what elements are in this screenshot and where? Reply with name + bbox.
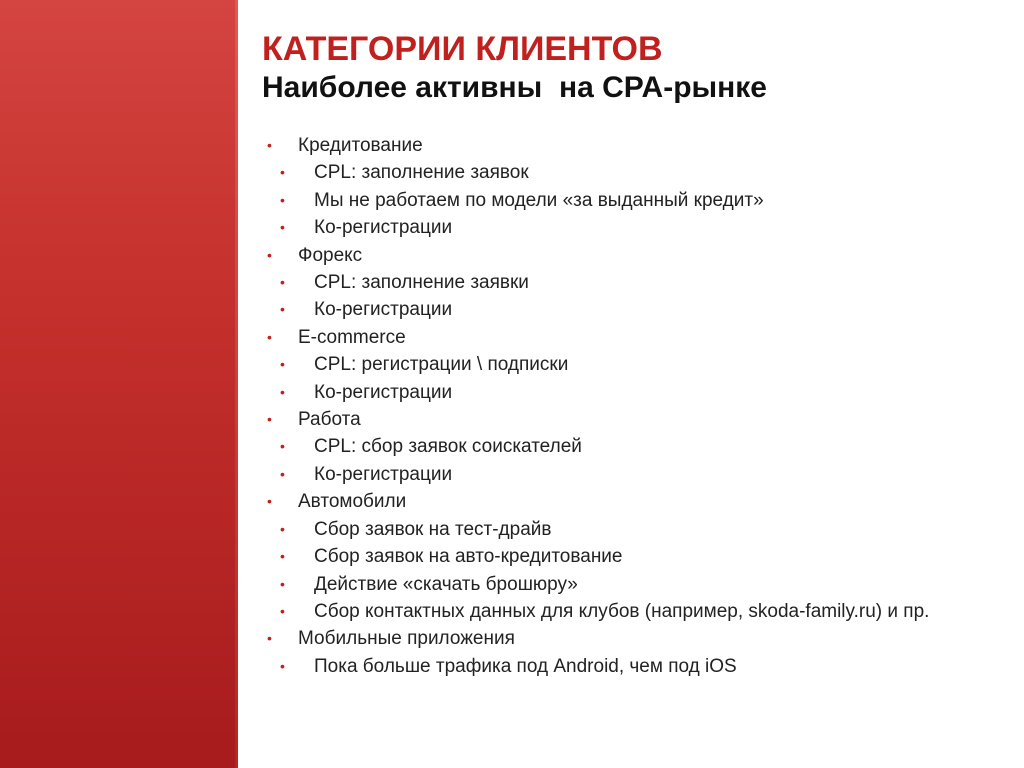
category-label: Работа bbox=[298, 409, 361, 431]
sub-item: • CPL: регистрации \ подписки bbox=[262, 351, 994, 378]
sub-item-list bbox=[262, 653, 994, 680]
category-label: Мобильные приложения bbox=[298, 628, 515, 650]
category-label: E-commerce bbox=[298, 326, 406, 348]
sub-item: • CPL: заполнение заявки bbox=[262, 269, 994, 296]
sub-item: • Ко-регистрации bbox=[262, 296, 994, 323]
category-item bbox=[262, 488, 994, 625]
category-label: Форекс bbox=[298, 244, 363, 266]
category-item bbox=[262, 625, 994, 680]
sub-item: • Ко-регистрации bbox=[262, 214, 994, 241]
sub-item: • Ко-регистрации bbox=[262, 461, 994, 488]
category-item bbox=[262, 242, 994, 324]
sub-item-list bbox=[262, 516, 994, 626]
category-item bbox=[262, 132, 994, 242]
sub-item-list bbox=[262, 351, 994, 406]
sub-item: • Мы не работаем по модели «за выданный кредит» bbox=[262, 187, 994, 214]
sub-item: • Сбор заявок на авто-кредитование bbox=[262, 543, 994, 570]
category-item bbox=[262, 324, 994, 406]
sub-item: • Сбор заявок на тест-драйв bbox=[262, 516, 994, 543]
sub-item: • CPL: сбор заявок соискателей bbox=[262, 433, 994, 460]
slide-title: КАТЕГОРИИ КЛИЕНТОВ bbox=[262, 30, 663, 68]
sub-item: • Ко-регистрации bbox=[262, 379, 994, 406]
category-label: Кредитование bbox=[298, 135, 423, 156]
sub-item-list bbox=[262, 269, 994, 324]
sub-item: • Сбор контактных данных для клубов (например, skoda-family.ru) и пр. bbox=[262, 598, 994, 625]
sub-item: • Действие «скачать брошюру» bbox=[262, 571, 994, 598]
slide-subtitle: Наиболее активны на CPA-рынке bbox=[262, 71, 767, 104]
sub-item-list bbox=[262, 159, 994, 241]
sub-item: • Пока больше трафика под Android, чем под iOS bbox=[262, 653, 994, 680]
side-accent-bar bbox=[0, 0, 238, 768]
sub-item-list bbox=[262, 433, 994, 488]
category-list bbox=[262, 132, 994, 680]
sub-item: • CPL: заполнение заявок bbox=[262, 159, 994, 186]
slide-content bbox=[262, 30, 994, 680]
category-item bbox=[262, 406, 994, 488]
category-label: Автомобили bbox=[298, 491, 407, 513]
